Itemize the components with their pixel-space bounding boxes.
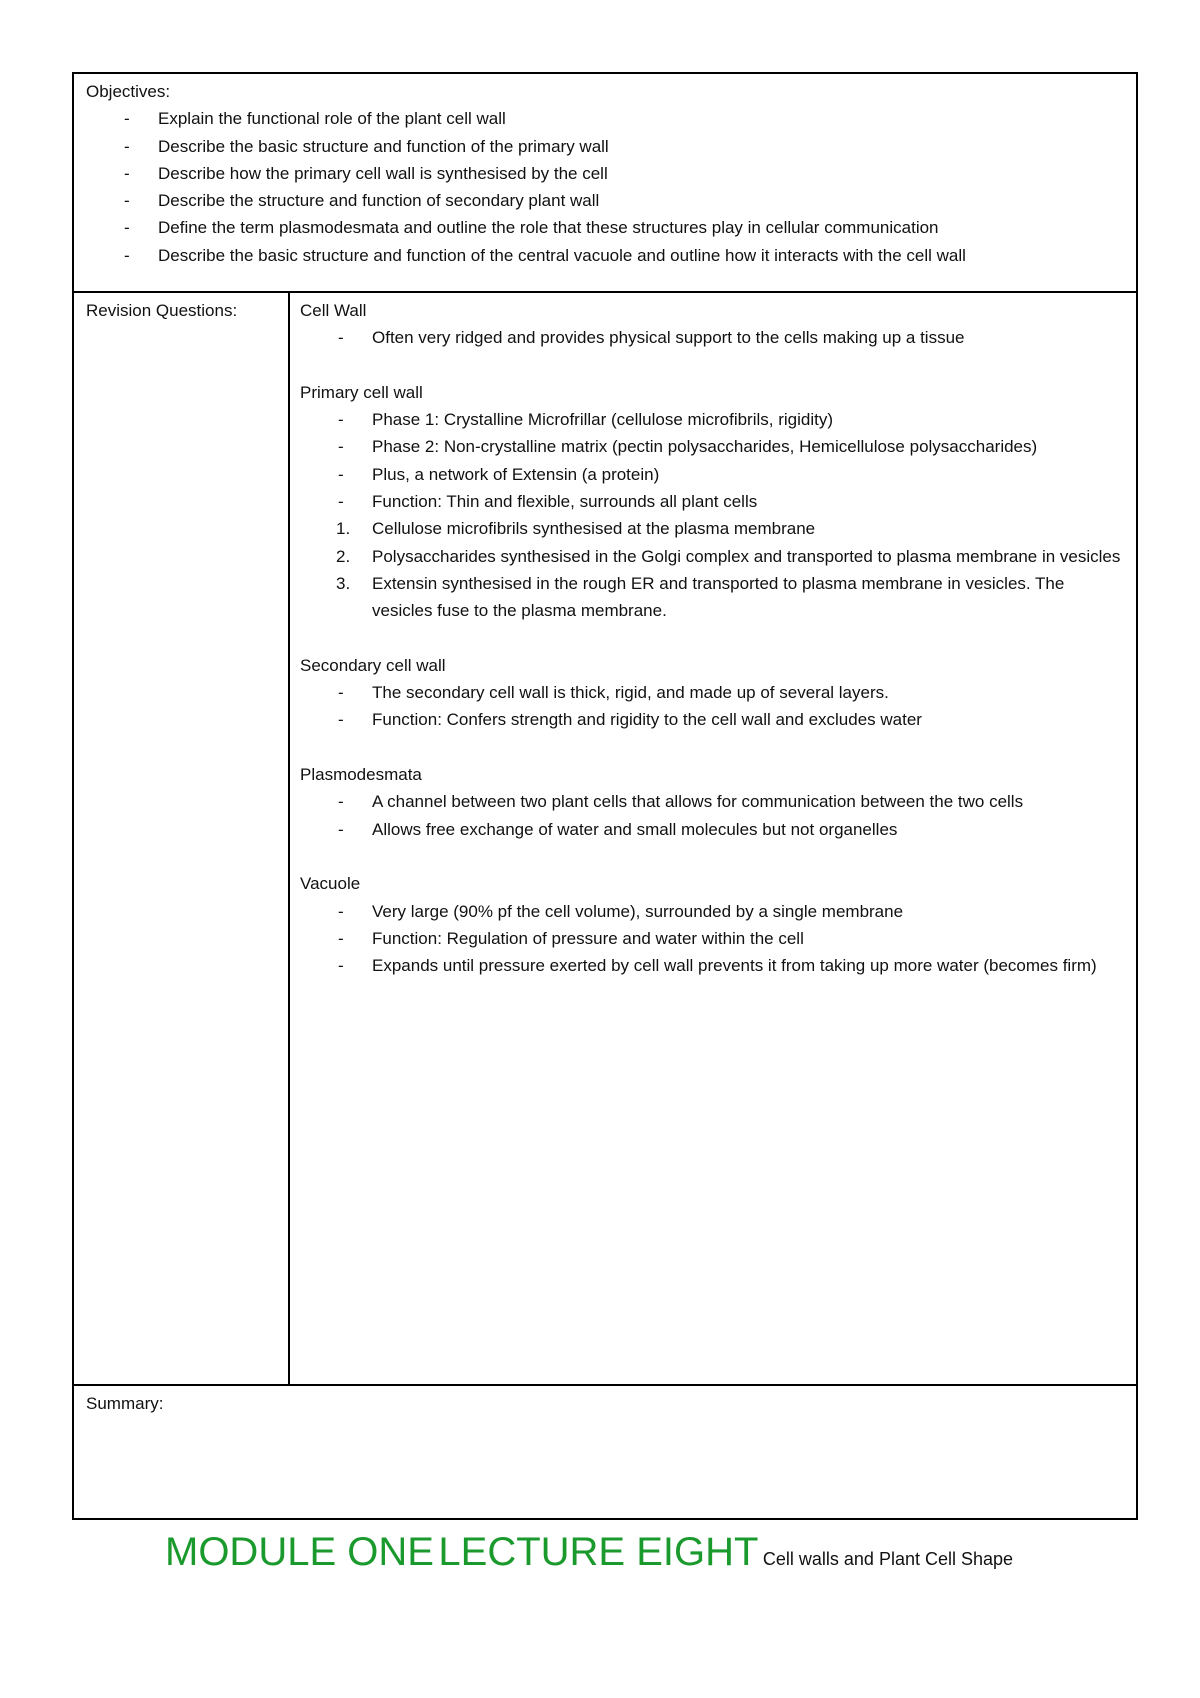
- list-item: - Expands until pressure exerted by cell wall prevents it from taking up more water (becomes firm): [338, 956, 1097, 976]
- revision-label-cell: [74, 293, 290, 1384]
- secondary-wall-list: [300, 679, 1126, 734]
- section-heading: Primary cell wall: [300, 382, 423, 402]
- summary-label: Summary:: [86, 1394, 164, 1413]
- list-item: - Very large (90% pf the cell volume), surrounded by a single membrane: [338, 901, 904, 921]
- list-item: - Phase 2: Non-crystalline matrix (pectin polysaccharides, Hemicellulose polysaccharides): [338, 437, 1038, 457]
- lecture-title: LECTURE EIGHT: [438, 1530, 759, 1574]
- cell-wall-section: [300, 297, 1126, 352]
- synthesis-steps-list: [300, 515, 1126, 624]
- list-item: - Often very ridged and provides physical support to the cells making up a tissue: [338, 328, 965, 348]
- objectives-section: [74, 74, 1136, 293]
- primary-wall-list: [300, 406, 1126, 515]
- cell-wall-list: [300, 324, 1126, 351]
- revision-questions-label: Revision Questions:: [86, 301, 238, 320]
- secondary-wall-section: [300, 652, 1126, 734]
- section-heading: Vacuole: [300, 874, 361, 894]
- list-item: - Describe the structure and function of secondary plant wall: [124, 191, 600, 211]
- list-item: - Explain the functional role of the plant cell wall: [124, 109, 506, 129]
- list-item: 2. Polysaccharides synthesised in the Golgi complex and transported to plasma membrane in vesicles: [336, 546, 1121, 566]
- primary-wall-section: [300, 379, 1126, 625]
- list-item: - Function: Thin and flexible, surrounds all plant cells: [338, 492, 758, 512]
- module-title: MODULE ONE: [165, 1530, 434, 1574]
- list-item: - Describe the basic structure and function of the central vacuole and outline how it interacts with the cell wall: [124, 245, 966, 265]
- objectives-heading: Objectives:: [86, 82, 171, 101]
- section-heading: Cell Wall: [300, 301, 367, 320]
- list-item: - Describe how the primary cell wall is synthesised by the cell: [124, 163, 608, 183]
- objectives-list: [86, 105, 1124, 269]
- vacuole-list: [300, 898, 1126, 980]
- summary-section: [74, 1386, 1136, 1518]
- notes-table: [72, 72, 1138, 1520]
- revision-row: [74, 293, 1136, 1386]
- list-item: - A channel between two plant cells that allows for communication between the two cells: [338, 792, 1024, 812]
- list-item: - Plus, a network of Extensin (a protein): [338, 464, 660, 484]
- list-item: - Function: Regulation of pressure and water within the cell: [338, 928, 804, 948]
- list-item: 3. Extensin synthesised in the rough ER and transported to plasma membrane in vesicles. The vesicles fuse to the plasma membrane.: [336, 573, 1065, 621]
- section-heading: Secondary cell wall: [300, 655, 446, 675]
- list-item: 1. Cellulose microfibrils synthesised at the plasma membrane: [336, 519, 816, 539]
- revision-notes-cell: [290, 293, 1136, 1384]
- lecture-subtitle: Cell walls and Plant Cell Shape: [762, 1549, 1014, 1569]
- plasmodesmata-section: [300, 761, 1126, 843]
- plasmodesmata-list: [300, 788, 1126, 843]
- list-item: - Define the term plasmodesmata and outline the role that these structures play in cellular communication: [124, 218, 939, 238]
- list-item: - Allows free exchange of water and small molecules but not organelles: [338, 819, 898, 839]
- section-heading: Plasmodesmata: [300, 765, 422, 785]
- vacuole-section: [300, 870, 1126, 979]
- page-footer: [165, 1530, 1013, 1575]
- list-item: - The secondary cell wall is thick, rigid, and made up of several layers.: [338, 683, 889, 703]
- list-item: - Describe the basic structure and function of the primary wall: [124, 136, 609, 156]
- list-item: - Function: Confers strength and rigidity to the cell wall and excludes water: [338, 710, 922, 730]
- list-item: - Phase 1: Crystalline Microfrillar (cellulose microfibrils, rigidity): [338, 410, 834, 430]
